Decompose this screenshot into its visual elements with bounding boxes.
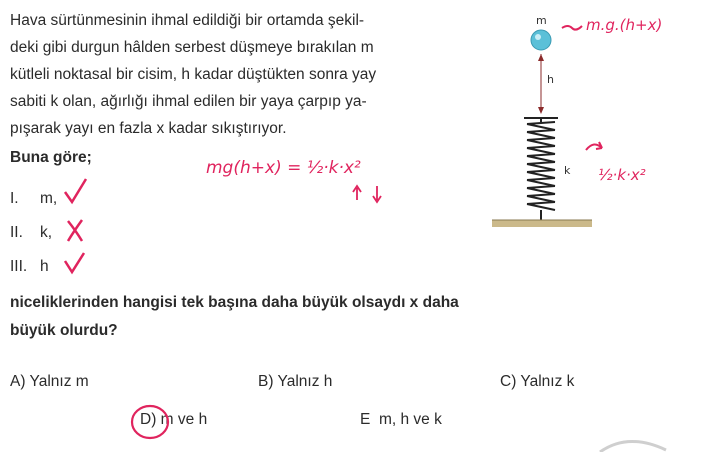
spring-coils [527,118,555,220]
corner-arc [598,432,668,452]
height-label: h [547,73,554,86]
question-line: niceliklerinden hangisi tek başına daha büyük olsaydı x daha [10,294,459,311]
option-b[interactable] [258,373,332,391]
ball-highlight [535,34,541,40]
problem-line: pışarak yayı en fazla x kadar sıkıştırıyor. [10,120,287,137]
question-line: büyük olurdu? [10,322,118,339]
annotation-spring: ½·k·x² [598,166,646,184]
item-number: II. [10,224,23,241]
option-e[interactable] [360,411,442,429]
ground [492,220,592,227]
item-text: m, [40,190,58,207]
cross-mark-icon [62,217,88,245]
option-letter: A) [10,373,26,390]
problem-line: sabiti k olan, ağırlığı ihmal edilen bir yaya çarpıp ya- [10,93,367,110]
spring-label: k [564,164,571,177]
spring-annotation-arrow [586,142,602,150]
item-1 [10,190,57,208]
option-letter: B) [258,373,274,390]
mass-ball [531,30,551,50]
item-3 [10,258,49,276]
problem-line: kütleli noktasal bir cisim, h kadar düştükten sonra yay [10,66,377,83]
check-mark-icon [62,176,90,206]
option-c[interactable] [500,373,574,391]
item-2 [10,224,52,242]
handwritten-equation: mg(h+x) = ½·k·x² [206,158,361,178]
option-text: Yalnız h [277,373,333,390]
arrow-head-up [538,54,544,61]
annotation-top: m.g.(h+x) [586,16,663,34]
option-text: Yalnız k [520,373,575,390]
option-a[interactable] [10,373,89,391]
option-letter: E [360,411,371,428]
spring-figure [470,0,716,240]
question-text [10,289,650,345]
mass-label: m [536,14,547,27]
problem-text [10,7,465,142]
up-arrow-icon [353,186,361,200]
squiggle-arrow [562,26,582,30]
option-letter: D) [140,411,157,428]
down-arrow-icon [373,186,381,202]
item-number: III. [10,258,28,275]
arrow-head-down [538,107,544,114]
answer-circle-icon [128,402,172,442]
problem-line: Hava sürtünmesinin ihmal edildiği bir ortamda şekil- [10,12,365,29]
check-mark-icon [62,249,88,277]
equation-arrows [345,180,395,210]
option-letter: C) [500,373,517,390]
item-number: I. [10,190,19,207]
item-text: h [40,258,49,275]
problem-line: deki gibi durgun hâlden serbest düşmeye bırakılan m [10,39,374,56]
item-text: k, [40,224,53,241]
option-text: Yalnız m [29,373,89,390]
heading: Buna göre; [10,149,92,166]
option-text: m ve h [160,411,208,428]
option-text: m, h ve k [378,411,442,428]
